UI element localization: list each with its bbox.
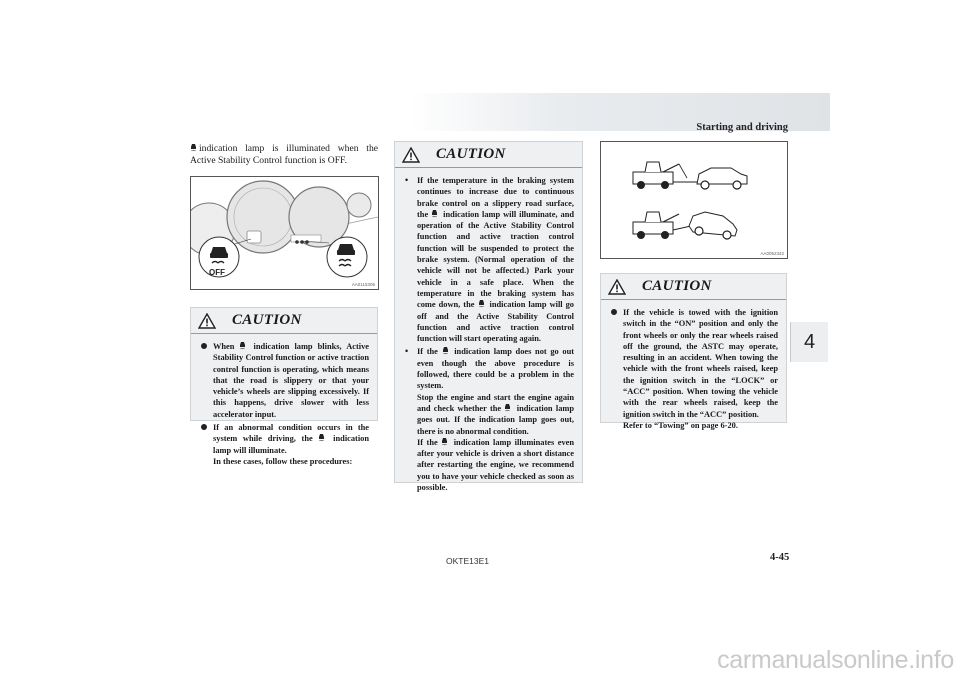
caution-box-left — [190, 307, 378, 466]
skid-lamp-icon — [239, 341, 246, 350]
list-item: If the vehicle is towed with the ignition switch in the “ON” position and only the front wheels or only the rear wheels raised off the ground, the ASTC may operate, resulting in an accident. When towing the vehicle with the front wheels raised, keep the ignition switch in the “LOCK” or “ACC” position. When towing the vehicle with the rear wheels raised, keep the ignition switch in the “ACC” position. Refer to “Towing” on page 6-20. — [611, 307, 778, 431]
list-item: When indication lamp blinks, Active Stability Control function or active traction control function is operating, which means that the road is slippery or that your vehicle’s wheels are slipping excessively. If this happens, drive slower with less accelerator input. — [201, 341, 369, 420]
page-number: 4-45 — [770, 552, 790, 563]
skid-lamp-icon — [442, 346, 449, 355]
caution-box-middle — [394, 141, 583, 493]
list-item: • If the indication lamp does not go out even though the above procedure is followed, there could be a problem in the system. Stop the engine and start the engine again and check whether the indication lamp goes out. If the indication lamp goes out, there is no abnormal condition. If the indication lamp illuminates even after your vehicle is driven a short distance after restarting the engine, we recommend you to have your vehicle checked as soon as possible. — [405, 346, 575, 493]
section-title: Starting and driving — [696, 122, 788, 133]
intro-paragraph — [190, 143, 378, 167]
skid-lamp-icon — [441, 437, 448, 446]
caution-header — [601, 274, 786, 300]
skid-lamp-icon — [504, 403, 511, 412]
skid-lamp-icon — [431, 209, 438, 218]
manual-code: OKTE13E1 — [446, 556, 489, 566]
warning-icon — [402, 147, 420, 163]
watermark: carmanualsonline.info — [717, 646, 954, 674]
skid-lamp-icon — [318, 433, 325, 442]
caution-header — [191, 308, 377, 334]
instrument-cluster-figure — [190, 176, 379, 290]
caution-title: CAUTION — [436, 146, 506, 162]
caution-title: CAUTION — [232, 312, 302, 328]
figure-code: AA0052342 — [760, 251, 784, 256]
off-label: OFF — [209, 268, 225, 277]
list-item: • If the temperature in the braking system continues to increase due to continuous brake control on a slippery road surface, the indication lamp will illuminate, and operation of the Active Stability Control function and active traction control function will be suspended to protect the brake system. (Normal operation of the vehicle will not be affected.) Park your vehicle in a safe place. When the temperature in the braking system has come down, the indication lamp will go off and the Active Stability Control function and active traction control function will start operating again. — [405, 175, 575, 344]
caution-list — [395, 168, 582, 493]
list-item: If an abnormal condition occurs in the system while driving, the indication lamp will illuminate. In these cases, follow these procedures: — [201, 422, 369, 467]
caution-list — [191, 334, 377, 467]
figure-code: AA0115306 — [351, 282, 375, 287]
chapter-tab[interactable]: 4 — [790, 322, 828, 362]
caution-list — [601, 300, 786, 431]
caution-box-right — [600, 273, 787, 430]
bullet-icon — [201, 424, 207, 430]
bullet-icon: • — [405, 175, 409, 185]
bullet-icon: • — [405, 346, 409, 357]
skid-lamp-icon — [478, 299, 485, 308]
caution-header — [395, 142, 582, 168]
page-reference[interactable]: Refer to “Towing” on page 6-20. — [623, 420, 738, 430]
bullet-icon — [611, 309, 617, 315]
warning-icon — [198, 313, 216, 329]
towing-figure — [600, 141, 788, 259]
intro-text: indication lamp is illuminated when the Active Stability Control function is OFF. — [190, 143, 378, 166]
skid-lamp-icon — [190, 143, 197, 152]
warning-icon — [608, 279, 626, 295]
bullet-icon — [201, 343, 207, 349]
caution-title: CAUTION — [642, 278, 712, 294]
